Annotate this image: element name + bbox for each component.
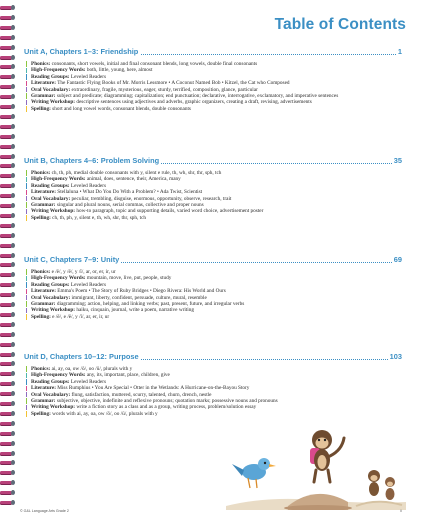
item-label: Spelling: xyxy=(31,410,51,417)
toc-item xyxy=(28,269,402,275)
item-text: Stellaluna • What Do You Do With a Problem? • Ada Twist, Scientist xyxy=(57,189,203,196)
item-text: Leveled Readers xyxy=(70,281,107,288)
item-text: ch, th, ph, y, silent e, th, wh, shr, thr, sph, tch xyxy=(52,214,147,221)
item-label: Literature: xyxy=(31,288,56,295)
spiral-ring xyxy=(0,46,12,49)
spiral-ring xyxy=(0,422,12,425)
unit-items xyxy=(24,170,402,221)
spiral-ring xyxy=(0,145,12,148)
item-label: Oral Vocabulary: xyxy=(31,195,71,202)
unit-c-section xyxy=(24,254,402,320)
spiral-ring xyxy=(0,164,12,167)
unit-page-number: 35 xyxy=(393,156,402,165)
toc-item xyxy=(28,170,402,176)
spiral-ring xyxy=(0,263,12,266)
spiral-ring xyxy=(0,333,12,336)
toc-item xyxy=(28,67,402,73)
item-text: subjective, objective, indefinite and reflexive pronouns; quotation marks; possessive nouns and pronouns xyxy=(56,397,278,404)
spiral-ring xyxy=(0,214,12,217)
item-label: Phonics: xyxy=(31,61,51,67)
spiral-binding xyxy=(0,6,14,511)
item-text: consonants, short vowels, initial and final consonant blends, long vowels, double final consonants xyxy=(51,61,258,67)
toc-item xyxy=(28,288,402,294)
spiral-ring xyxy=(0,36,12,39)
item-text: short and long vowel words, consonant blends, double consonants xyxy=(52,105,191,112)
item-label: Oral Vocabulary: xyxy=(31,86,71,93)
item-text: Leveled Readers xyxy=(70,73,107,80)
item-text: words with ai, ay, oa, ow /ō/, oo /ū/, plurals with y xyxy=(52,410,158,417)
toc-item xyxy=(28,295,402,301)
item-label: Phonics: xyxy=(31,269,51,275)
unit-items xyxy=(24,269,402,320)
item-label: High-Frequency Words: xyxy=(31,67,86,74)
spiral-ring xyxy=(0,115,12,118)
item-label: Grammar: xyxy=(31,397,56,404)
spiral-ring xyxy=(0,353,12,356)
spiral-ring xyxy=(0,174,12,177)
spiral-ring xyxy=(0,224,12,227)
unit-title: Unit D, Chapters 10–12: Purpose xyxy=(24,352,139,361)
unit-page-number: 103 xyxy=(389,352,402,361)
item-text: flung, satisfaction, muttered, scurry, talented, churn, drench, nestle xyxy=(71,391,212,398)
spiral-ring xyxy=(0,461,12,464)
item-text: diagramming; action, helping, and linking verbs; past, present, future, and irregular verbs xyxy=(56,300,245,307)
spiral-ring xyxy=(0,442,12,445)
spiral-ring xyxy=(0,323,12,326)
spiral-ring xyxy=(0,194,12,197)
spiral-ring xyxy=(0,95,12,98)
monkeys-illustration xyxy=(226,410,406,510)
spiral-ring xyxy=(0,343,12,346)
unit-items xyxy=(24,61,402,112)
toc-item xyxy=(28,99,402,105)
item-label: Oral Vocabulary: xyxy=(31,391,71,398)
spiral-ring xyxy=(0,234,12,237)
unit-d-section xyxy=(24,351,402,417)
spiral-ring xyxy=(0,501,12,504)
toc-item xyxy=(28,385,402,391)
spiral-ring xyxy=(0,293,12,296)
item-text: ai, ay, oa, ow /ō/, oo /ū/, plurals with y xyxy=(51,366,133,372)
item-text: e /ē/, y /ē/, y /ī/, ar, or, er, ir, ur xyxy=(51,269,116,275)
item-label: Reading Groups: xyxy=(31,182,70,189)
toc-item xyxy=(28,392,402,398)
item-label: Writing Workshop: xyxy=(31,99,76,106)
item-label: Spelling: xyxy=(31,313,51,320)
spiral-ring xyxy=(0,135,12,138)
spiral-ring xyxy=(0,313,12,316)
spiral-ring xyxy=(0,283,12,286)
toc-item xyxy=(28,366,402,372)
item-label: Grammar: xyxy=(31,300,56,307)
item-label: High-Frequency Words: xyxy=(31,372,86,379)
unit-title: Unit B, Chapters 4–6: Problem Solving xyxy=(24,156,160,165)
item-text: ch, th, ph, medial double consonants with y, silent e rule, th, wh, shr, thr, sph, tch xyxy=(51,170,222,176)
spiral-ring xyxy=(0,372,12,375)
toc-item xyxy=(28,196,402,202)
toc-item xyxy=(28,307,402,313)
unit-heading[interactable] xyxy=(24,155,402,167)
spiral-ring xyxy=(0,65,12,68)
item-label: Grammar: xyxy=(31,92,56,99)
unit-title: Unit A, Chapters 1–3: Friendship xyxy=(24,47,139,56)
toc-item xyxy=(28,215,402,221)
spiral-ring xyxy=(0,481,12,484)
unit-heading[interactable] xyxy=(24,254,402,266)
toc-item xyxy=(28,87,402,93)
item-text: how-to paragraph, topic and supporting details, varied word choice, advertisement poster xyxy=(76,208,264,215)
spiral-ring xyxy=(0,204,12,207)
item-text: haiku, cinquain, journal, write a poem, narrative writing xyxy=(76,307,194,314)
toc-item xyxy=(28,202,402,208)
spiral-ring xyxy=(0,75,12,78)
toc-item xyxy=(28,208,402,214)
item-label: Phonics: xyxy=(31,366,51,372)
item-label: Oral Vocabulary: xyxy=(31,294,71,301)
monkey-with-backpack-illustration xyxy=(310,430,344,482)
item-label: Grammar: xyxy=(31,201,56,208)
item-label: Reading Groups: xyxy=(31,281,70,288)
toc-item xyxy=(28,61,402,67)
item-text: extraordinary, fragile, mysterious, eager, sturdy, terrified, composition, glance, particular xyxy=(71,86,258,93)
spiral-ring xyxy=(0,16,12,19)
item-text: e /ē/, e /ē/, y /ī/, ar, er, ir, ur xyxy=(52,313,110,320)
item-label: Literature: xyxy=(31,80,56,87)
spiral-ring xyxy=(0,452,12,455)
spiral-ring xyxy=(0,432,12,435)
unit-heading[interactable] xyxy=(24,46,402,58)
toc-item xyxy=(28,372,402,378)
small-monkeys-illustration xyxy=(368,470,395,500)
toc-item xyxy=(28,379,402,385)
toc-item xyxy=(28,176,402,182)
spiral-ring xyxy=(0,155,12,158)
item-text: descriptive sentences using adjectives and adverbs, graphic organizers, creating a draft, revising, advertisements xyxy=(76,99,312,106)
item-label: Reading Groups: xyxy=(31,73,70,80)
spiral-ring xyxy=(0,392,12,395)
spiral-ring xyxy=(0,402,12,405)
bird-illustration xyxy=(232,458,276,488)
item-label: High-Frequency Words: xyxy=(31,176,86,183)
toc-item xyxy=(28,314,402,320)
item-label: Spelling: xyxy=(31,214,51,221)
item-text: The Fantastic Flying Books of Mr. Morris Lessmore • A Coconut Named Bob • Kitzel, the Cat who Composed xyxy=(57,80,290,87)
toc-item xyxy=(28,80,402,86)
item-text: subject and predicate; diagramming; capitalization; end punctuation; declarative, interrogative, exclamatory, and imperative sentences xyxy=(56,92,339,99)
toc-item xyxy=(28,183,402,189)
footer-copyright: © G&L Language Arts Grade 2 xyxy=(20,509,69,513)
unit-a-section xyxy=(24,46,402,112)
item-label: Writing Workshop: xyxy=(31,208,76,215)
item-label: Phonics: xyxy=(31,170,51,176)
spiral-ring xyxy=(0,6,12,9)
spiral-ring xyxy=(0,26,12,29)
spiral-ring xyxy=(0,105,12,108)
item-text: Leveled Readers xyxy=(70,182,107,189)
toc-item xyxy=(28,189,402,195)
item-text: any, its, important, place, children, give xyxy=(86,372,170,379)
ground-illustration xyxy=(226,494,406,510)
item-text: Leveled Readers xyxy=(70,378,107,385)
spiral-ring xyxy=(0,56,12,59)
item-text: peculiar, trembling, disguise, enormous, opportunity, observe, research, trait xyxy=(71,195,232,202)
item-text: write a fiction story as a class and as a group, writing process, problem/solution essay xyxy=(76,404,257,411)
item-text: Miss Rumphius • You Are Special • Otter in the Wetlands: A Hurricane-on-the-Bayou Story xyxy=(57,385,250,392)
spiral-ring xyxy=(0,471,12,474)
item-text: mountain, move, live, put, people, study xyxy=(86,275,172,282)
spiral-ring xyxy=(0,254,12,257)
spiral-ring xyxy=(0,491,12,494)
spiral-ring xyxy=(0,412,12,415)
item-text: both, little, young, here, almost xyxy=(86,67,153,74)
spiral-ring xyxy=(0,125,12,128)
item-label: Spelling: xyxy=(31,105,51,112)
item-text: immigrant, liberty, confident, persuade, culture, mural, resemble xyxy=(71,294,207,301)
item-label: High-Frequency Words: xyxy=(31,275,86,282)
footer-page-number: ii xyxy=(400,509,402,513)
spiral-ring xyxy=(0,184,12,187)
item-label: Literature: xyxy=(31,385,56,392)
spiral-ring xyxy=(0,303,12,306)
page-title: Table of Contents xyxy=(274,16,406,33)
spiral-ring xyxy=(0,362,12,365)
toc-item xyxy=(28,275,402,281)
spiral-ring xyxy=(0,244,12,247)
item-text: Emma's Poem • The Story of Ruby Bridges • Diego Rivera: His World and Ours xyxy=(57,288,226,295)
item-label: Writing Workshop: xyxy=(31,404,76,411)
item-label: Literature: xyxy=(31,189,56,196)
spiral-ring xyxy=(0,85,12,88)
unit-heading[interactable] xyxy=(24,351,402,363)
item-text: singular and plural nouns, serial commas, collective and proper nouns xyxy=(56,201,204,208)
item-text: animal, does, sentence, their, America, many xyxy=(86,176,181,183)
unit-page-number: 1 xyxy=(397,47,402,56)
spiral-ring xyxy=(0,273,12,276)
unit-title: Unit C, Chapters 7–9: Unity xyxy=(24,255,120,264)
spiral-ring xyxy=(0,382,12,385)
toc-item xyxy=(28,106,402,112)
toc-item xyxy=(28,301,402,307)
item-label: Reading Groups: xyxy=(31,378,70,385)
item-label: Writing Workshop: xyxy=(31,307,76,314)
unit-b-section xyxy=(24,155,402,221)
unit-page-number: 69 xyxy=(393,255,402,264)
